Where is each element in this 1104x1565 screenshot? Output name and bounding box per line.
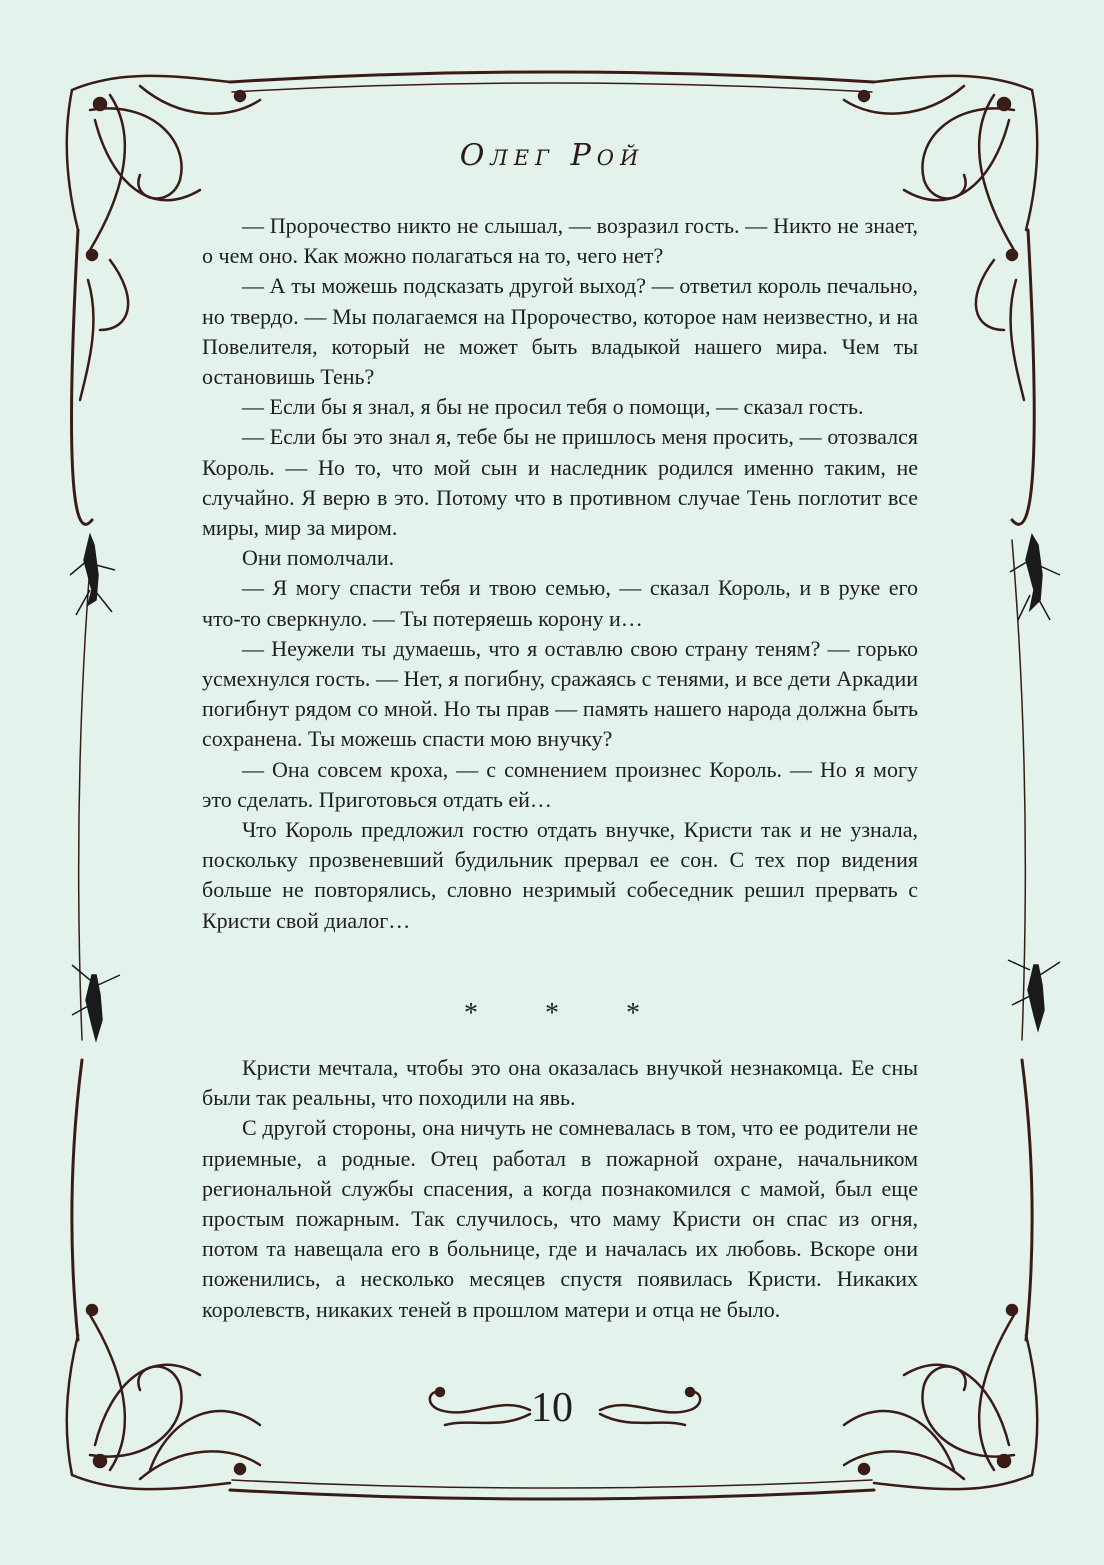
paragraph: — Она совсем кроха, — с сомнением произнес Король. — Но я могу это сделать. Приготовься отдать ей… — [202, 756, 918, 812]
paragraph: — Если бы я знал, я бы не просил тебя о помощи, — сказал гость. — [242, 394, 864, 420]
paragraph: — Неужели ты думаешь, что я оставлю свою страну теням? — горько усмехнулся гость. — Нет, я погибну, сражаясь с тенями, и все дети Аркадии погибнут рядом со мной. Но ты прав — память нашего народа должна быть сохранена. Ты можешь спасти мою внучку? — [202, 635, 918, 752]
paragraph: Они помолчали. — [242, 545, 395, 571]
paragraph: Кристи мечтала, чтобы это она оказалась внучкой незнакомца. Ее сны были так реальны, что походили на явь. — [202, 1055, 918, 1111]
paragraph: Что Король предложил гостю отдать внучке, Кристи так и не узнала, поскольку прозвеневший будильник прервал ее сон. С тех пор видения больше не повторялись, словно незримый собеседник решил прервать с Кристи свой диалог… — [202, 817, 918, 933]
page-number: 10 — [531, 1385, 573, 1431]
text-block-upper — [202, 211, 918, 936]
paragraph: — Пророчество никто не слышал, — возразил гость. — Никто не знает, о чем оно. Как можно полагаться на то, чего нет? — [202, 213, 918, 269]
section-separator: * * * — [464, 998, 670, 1029]
running-header-author: Олег Рой — [459, 138, 645, 173]
paragraph: С другой стороны, она ничуть не сомневалась в том, что ее родители не приемные, а родные. Отец работал в пожарной охране, начальником региональной службы спасения, а когда познакомился с мамой, был еще простым пожарным. Так случилось, что маму Кристи он спас из огня, потом та навещала его в больнице, где и началась их любовь. Вскоре они поженились, а несколько месяцев спустя появилась Кристи. Никаких королевств, никаких теней в прошлом матери и отца не было. — [202, 1115, 918, 1322]
paragraph: — А ты можешь подсказать другой выход? — ответил король печально, но твердо. — Мы полагаемся на Пророчество, которое нам неизвестно, и на Повелителя, который не может быть владыкой нашего мира. Чем ты остановишь Тень? — [202, 273, 918, 390]
mantis-ornament-left-upper — [70, 535, 115, 615]
paragraph: — Если бы это знал я, тебе бы не пришлось меня просить, — отозвался Король. — Но то, что мой сын и наследник родился именно таким, не случайно. Я верю в это. Потому что в противном случае Тень поглотит все миры, мир за миром. — [202, 424, 918, 541]
text-block-lower — [202, 1053, 918, 1325]
paragraph: — Я могу спасти тебя и твою семью, — сказал Король, и в руке его что-то сверкнуло. — Ты потеряешь корону и… — [202, 575, 918, 631]
